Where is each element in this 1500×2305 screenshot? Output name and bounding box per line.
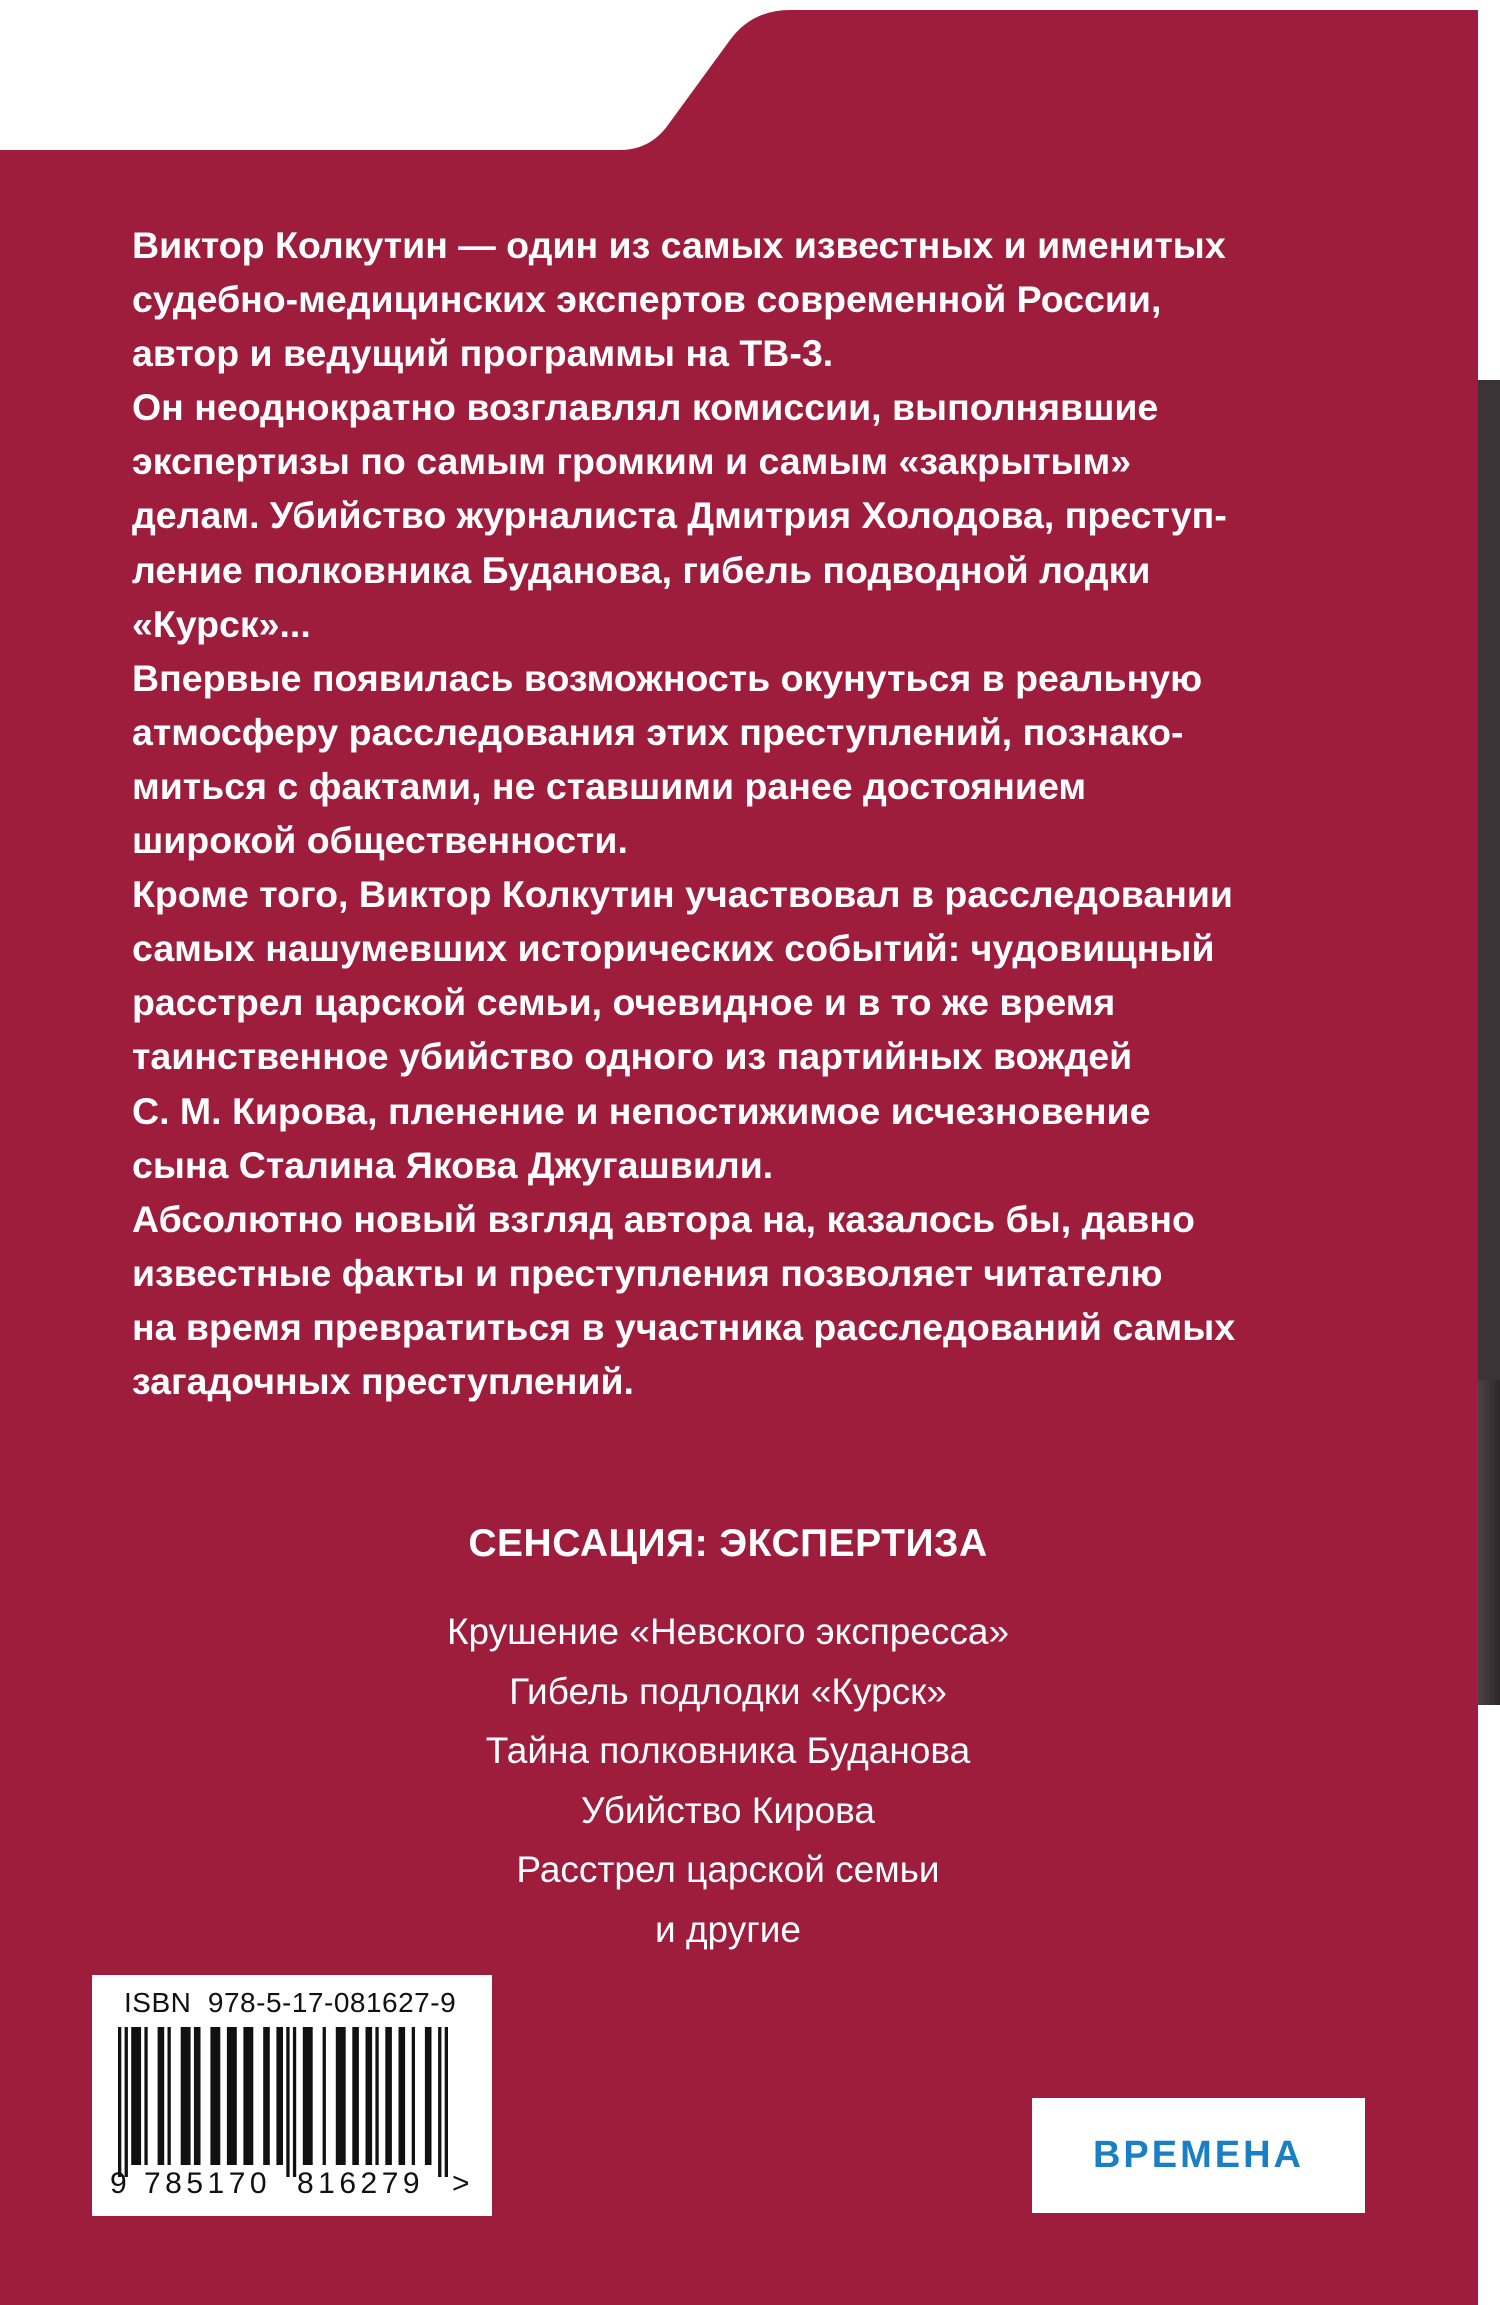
series-title-item: Гибель подлодки «Курск» [509, 1670, 947, 1712]
ean-digits [92, 2167, 492, 2207]
blurb-line: широкой общественности. [132, 819, 628, 862]
blurb-line: С. М. Кирова, пленение и непостижимое исчезновение [132, 1089, 1151, 1132]
barcode-bar [158, 2027, 165, 2165]
barcode-bar [227, 2027, 237, 2165]
blurb-line: Кроме того, Виктор Колкутин участвовал в расследовании [132, 873, 1233, 916]
ean-digits-right: 816279 [297, 2167, 425, 2200]
barcode-bar [375, 2027, 378, 2165]
blurb-line: таинственное убийство одного из партийных вождей [132, 1035, 1133, 1078]
barcode-bar [438, 2027, 441, 2177]
blurb-line: атмосферу расследования этих преступлений, познако- [132, 710, 1184, 753]
barcode-bar [323, 2027, 326, 2165]
series-heading: СЕНСАЦИЯ: ЭКСПЕРТИЗА [468, 1522, 988, 1565]
barcode-bar [168, 2027, 171, 2165]
ean-quiet-zone-mark: > [452, 2167, 475, 2200]
barcode-bar [445, 2027, 448, 2177]
blurb-line: экспертизы по самым громким и самым «закрытым» [132, 440, 1132, 483]
barcode-bar [276, 2027, 283, 2165]
series-title-item: и другие [655, 1908, 801, 1950]
barcode-bars [112, 2027, 472, 2177]
blurb-line: расстрел царской семьи, очевидное и в то же время [132, 981, 1116, 1024]
barcode-bar [118, 2027, 121, 2177]
isbn-label: ISBN 978-5-17-081627-9 [124, 1987, 457, 2018]
blurb-line: сына Сталина Якова Джугашвили. [132, 1143, 774, 1186]
isbn-barcode-panel [92, 1975, 492, 2216]
barcode-bar [303, 2027, 313, 2165]
series-title-item: Расстрел царской семьи [516, 1849, 940, 1890]
blurb-line: самых нашумевших исторических событий: чудовищный [132, 927, 1215, 970]
blurb-line: судебно-медицинских экспертов современной России, [132, 278, 1162, 321]
publisher-logo-panel [1032, 2098, 1365, 2213]
barcode-bar [125, 2027, 128, 2177]
barcode-bar [210, 2027, 220, 2165]
ean-digit-first: 9 [110, 2167, 132, 2200]
publisher-logo: ВРЕМЕНА [1092, 2134, 1305, 2176]
barcode-bar [366, 2027, 373, 2165]
barcode-bar [243, 2027, 253, 2165]
blurb-line: ление полковника Буданова, гибель подводной лодки [132, 548, 1151, 591]
series-title-item: Убийство Кирова [581, 1789, 875, 1831]
blurb-text [132, 218, 1392, 1408]
barcode-bar [194, 2027, 201, 2165]
barcode-bar [425, 2027, 432, 2165]
blurb-line: миться с фактами, не ставшими ранее достоянием [132, 764, 1087, 807]
barcode-bar [352, 2027, 359, 2165]
barcode-bar [399, 2027, 406, 2165]
ean-digits-left: 785170 [144, 2167, 272, 2200]
barcode-bar [336, 2027, 346, 2165]
page-edge-strip [1478, 1380, 1500, 1705]
blurb-line: автор и ведущий программы на ТВ-3. [132, 332, 834, 375]
blurb-line: делам. Убийство журналиста Дмитрия Холодова, преступ- [132, 494, 1227, 537]
barcode-bar [263, 2027, 270, 2165]
blurb-line: «Курск»... [132, 602, 311, 645]
series-title-item: Крушение «Невского экспресса» [446, 1611, 1010, 1652]
blurb-line: загадочных преступлений. [132, 1359, 634, 1402]
series-title-item: Тайна полковника Буданова [485, 1730, 971, 1771]
blurb-line: на время превратиться в участника расследований самых [132, 1305, 1236, 1348]
barcode-bar [412, 2027, 415, 2165]
blurb-line: Впервые появилась возможность окунуться в реальную [132, 656, 1203, 699]
barcode-bar [286, 2027, 289, 2177]
blurb-line: известные факты и преступления позволяет читателю [132, 1251, 1163, 1294]
barcode-bar [131, 2027, 141, 2165]
barcode-bar [144, 2027, 147, 2165]
barcode-bar [385, 2027, 392, 2165]
blurb-line: Виктор Колкутин — один из самых известных и именитых [132, 224, 1226, 266]
barcode-bar [293, 2027, 296, 2177]
blurb-line: Он неоднократно возглавлял комиссии, выполнявшие [132, 386, 1159, 429]
blurb-line: Абсолютно новый взгляд автора на, казалось бы, давно [132, 1197, 1195, 1240]
series-titles-list [0, 1602, 1456, 1959]
barcode-bar [181, 2027, 191, 2165]
